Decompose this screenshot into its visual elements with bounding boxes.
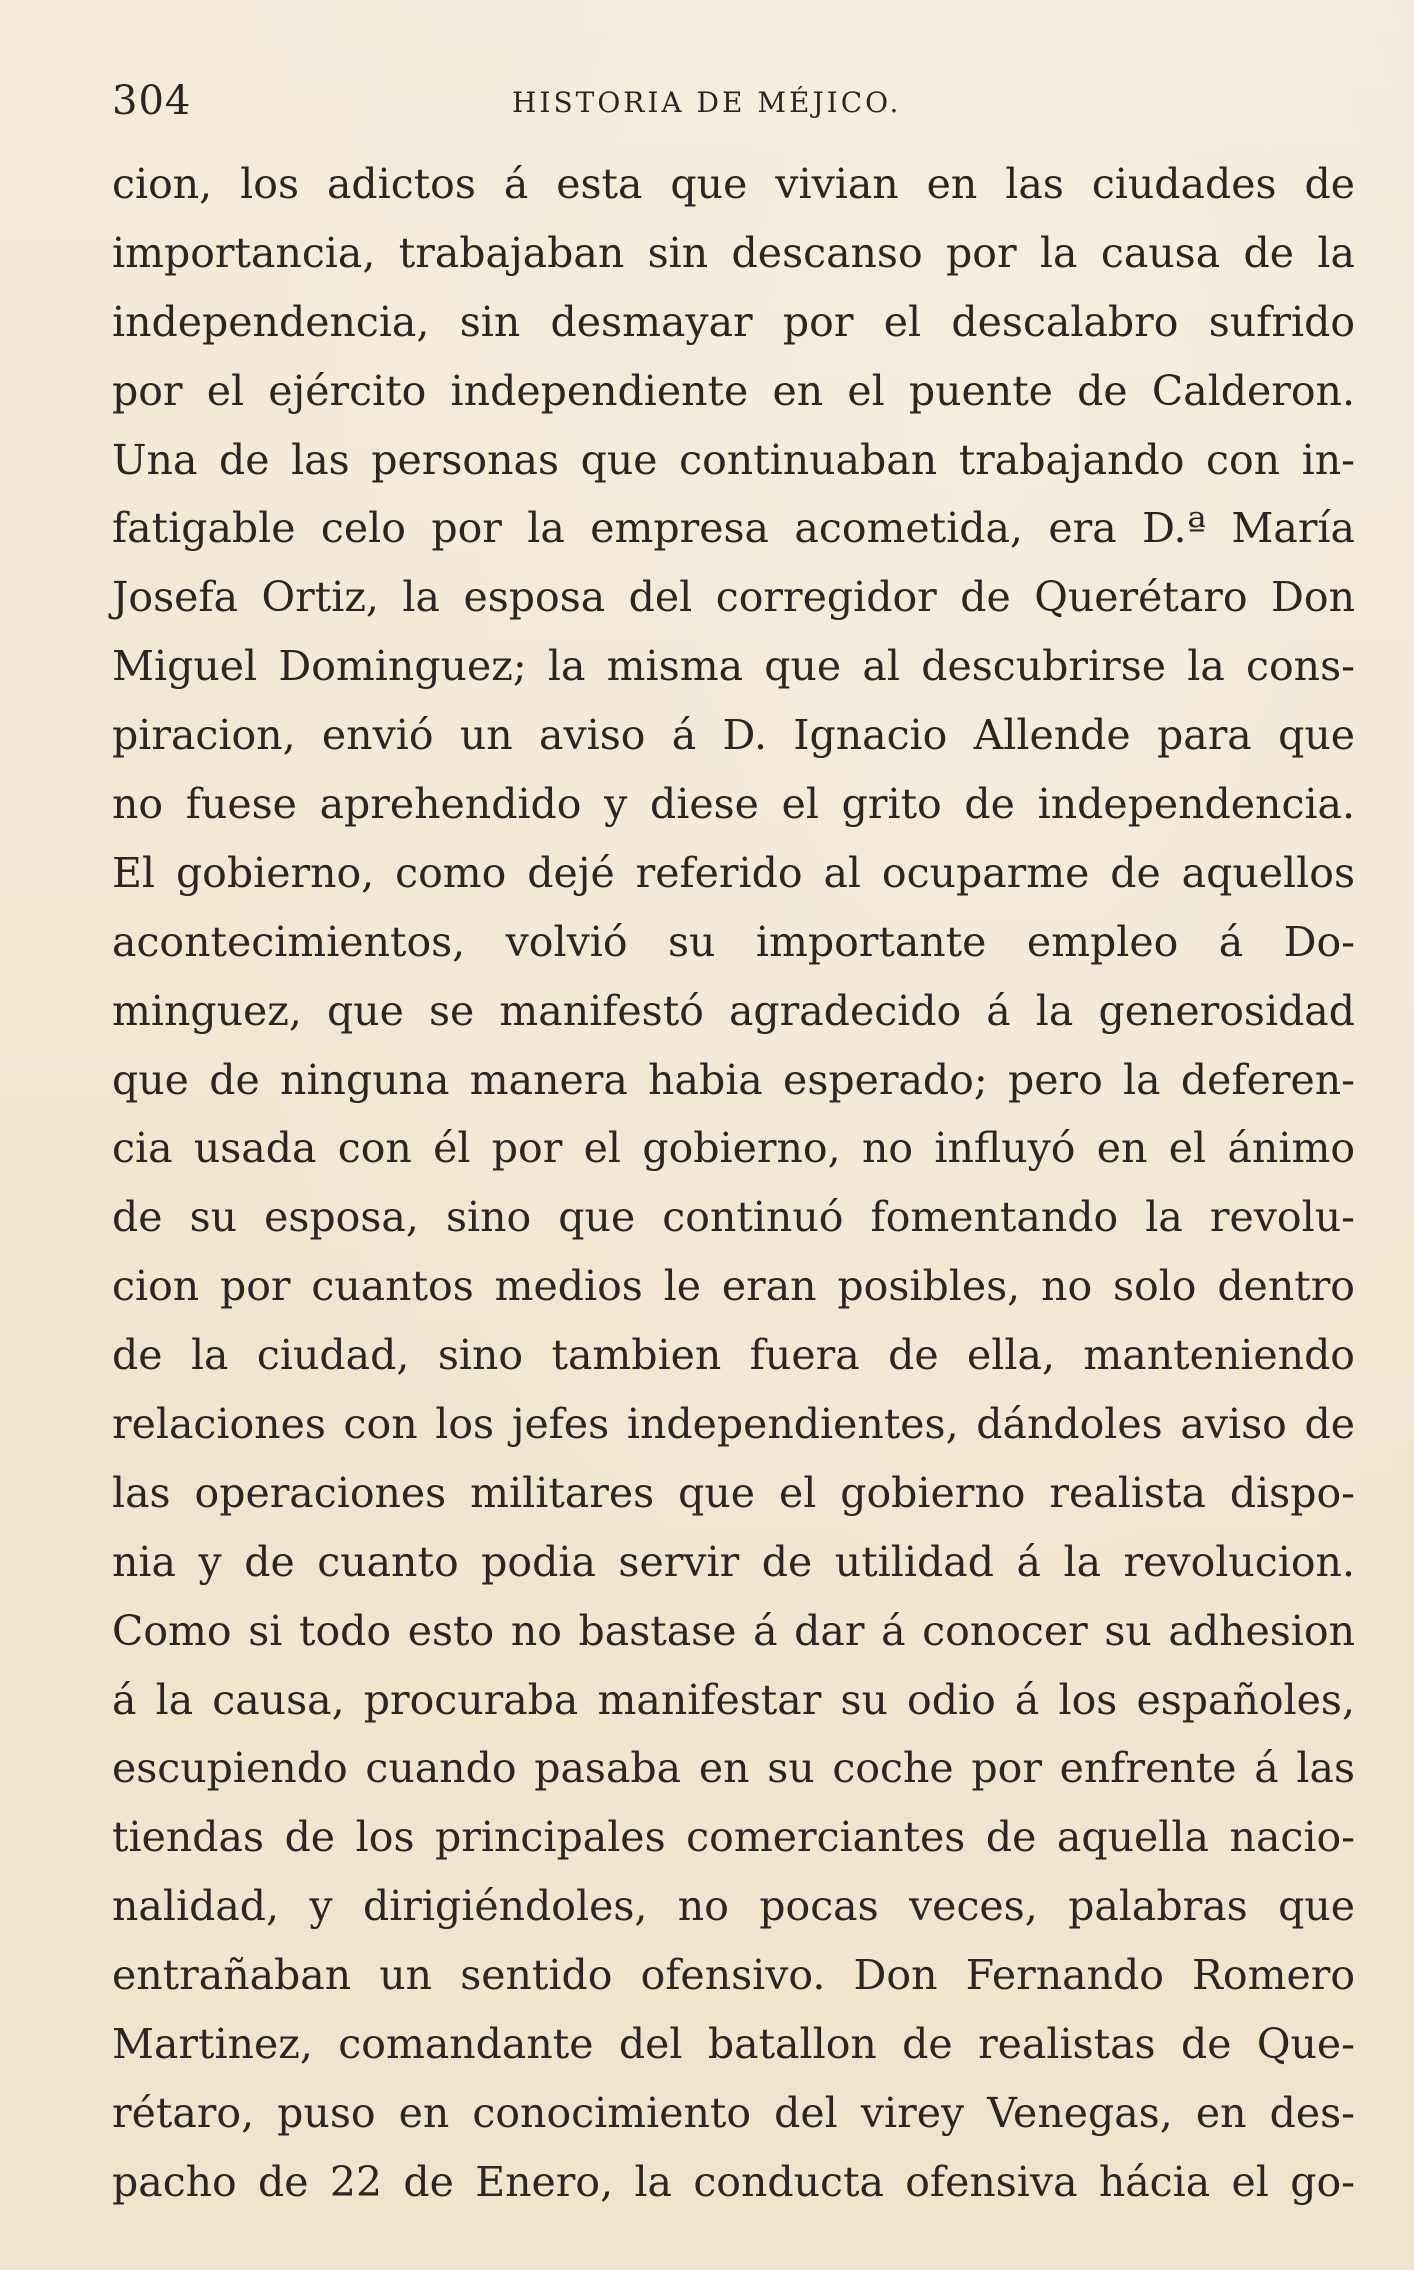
text-line: las operaciones militares que el gobierno realista dispo- [112,1468,1355,1517]
text-line: que de ninguna manera habia esperado; pero la deferen- [112,1055,1355,1104]
text-line: Miguel Dominguez; la misma que al descubrirse la cons- [112,642,1355,691]
text-line: rétaro, puso en conocimiento del virey Venegas, en des- [112,2088,1355,2137]
body-text [112,150,1355,2217]
text-line: cion por cuantos medios le eran posibles, no solo dentro [112,1262,1355,1311]
text-line: piracion, envió un aviso á D. Ignacio Allende para que [112,711,1355,760]
text-line: cia usada con él por el gobierno, no influyó en el ánimo [112,1124,1355,1173]
text-line: escupiendo cuando pasaba en su coche por enfrente á las [112,1744,1355,1793]
text-line: nia y de cuanto podia servir de utilidad á la revolucion. [112,1537,1355,1586]
text-line: pacho de 22 de Enero, la conducta ofensiva hácia el go- [112,2157,1355,2206]
text-line: entrañaban un sentido ofensivo. Don Fernando Romero [112,1951,1355,2000]
text-line: relaciones con los jefes independientes, dándoles aviso de [112,1400,1355,1449]
text-line: Una de las personas que continuaban trabajando con in- [112,435,1355,484]
text-line: tiendas de los principales comerciantes de aquella nacio- [112,1813,1355,1862]
text-line: fatigable celo por la empresa acometida, era D.ª María [112,504,1355,553]
text-line: Martinez, comandante del batallon de realistas de Que- [112,2020,1355,2069]
running-head: HISTORIA DE MÉJICO. [512,86,902,119]
text-line: á la causa, procuraba manifestar su odio á los españoles, [112,1675,1355,1724]
text-line: Josefa Ortiz, la esposa del corregidor de Querétaro Don [112,573,1355,622]
text-line: acontecimientos, volvió su importante empleo á Do- [112,917,1355,966]
text-line: por el ejército independiente en el puente de Calderon. [112,366,1355,415]
text-line: nalidad, y dirigiéndoles, no pocas veces, palabras que [112,1882,1355,1931]
text-line: de su esposa, sino que continuó fomentando la revolu- [112,1193,1355,1242]
text-line: de la ciudad, sino tambien fuera de ella, manteniendo [112,1331,1355,1380]
page-number: 304 [112,78,192,124]
text-line: independencia, sin desmayar por el descalabro sufrido [112,297,1355,346]
text-line: minguez, que se manifestó agradecido á la generosidad [112,986,1355,1035]
text-line: cion, los adictos á esta que vivian en las ciudades de [112,160,1355,208]
text-line: no fuese aprehendido y diese el grito de independencia. [112,780,1355,829]
text-line: Como si todo esto no bastase á dar á conocer su adhesion [112,1606,1355,1655]
text-line: El gobierno, como dejé referido al ocuparme de aquellos [112,848,1355,897]
page-header [112,78,1354,138]
text-line: importancia, trabajaban sin descanso por la causa de la [112,228,1355,277]
